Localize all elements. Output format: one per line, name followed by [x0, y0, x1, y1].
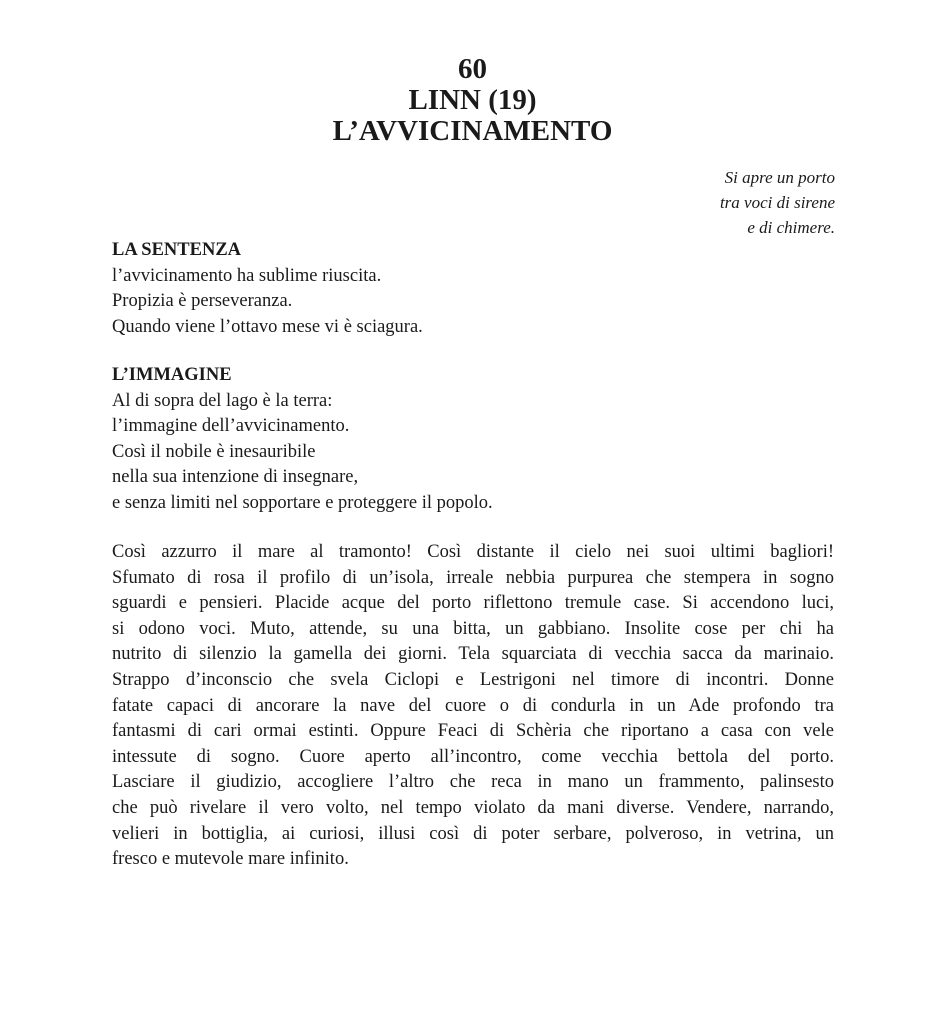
epigraph	[720, 165, 835, 240]
prose-paragraph	[112, 540, 834, 873]
prose-line: Così azzurro il mare al tramonto! Così distante il cielo nei suoi ultimi bagliori!	[112, 542, 834, 562]
prose-line: fantasmi di cari ormai estinti. Oppure Feaci di Schèria che riportano a casa con vele	[112, 721, 834, 742]
sentenza-section	[112, 238, 834, 340]
sentenza-line: Propizia è perseveranza.	[112, 291, 293, 311]
chapter-number: 60	[458, 53, 487, 85]
sentenza-line: Quando viene l’ottavo mese vi è sciagura.	[112, 316, 423, 337]
sentenza-heading: LA SENTENZA	[112, 240, 242, 260]
prose-line: intessute di sogno. Cuore aperto all’incontro, come vecchia bettola del porto.	[112, 746, 834, 767]
prose-line: Sfumato di rosa il profilo di un’isola, irreale nebbia purpurea che stempera in sogno	[112, 567, 834, 588]
epigraph-line: tra voci di sirene	[719, 193, 835, 212]
immagine-line: nella sua intenzione di insegnare,	[112, 467, 359, 487]
prose-line: nutrito di silenzio la gamella dei giorni. Tela squarciata di vecchia sacca da marinaio.	[112, 644, 834, 665]
immagine-line: e senza limiti nel sopportare e proteggere il popolo.	[112, 492, 493, 513]
immagine-heading: L’IMMAGINE	[112, 365, 232, 385]
prose-line: Strappo d’inconscio che svela Ciclopi e Lestrigoni nel timore di incontri. Donne	[112, 669, 834, 690]
title-block	[0, 54, 945, 147]
prose-line: velieri in bottiglia, ai curiosi, illusi così di poter serbare, polveroso, in vetrina, un	[112, 823, 834, 844]
epigraph-line: e di chimere.	[747, 218, 835, 237]
hexagram-name: LINN (19)	[408, 84, 537, 116]
prose-line: Lasciare il giudizio, accogliere l’altro che reca in mano un frammento, palinsesto	[112, 772, 834, 793]
prose-line: si odono voci. Muto, attende, su una bitta, un gabbiano. Insolite cose per chi ha	[112, 618, 834, 639]
prose-line: fresco e mutevole mare infinito.	[112, 849, 349, 870]
prose-line: sguardi e pensieri. Placide acque del porto riflettono tremule case. Si accendono luci,	[112, 593, 834, 614]
sentenza-line: l’avvicinamento ha sublime riuscita.	[112, 265, 382, 286]
page-title: L’AVVICINAMENTO	[332, 115, 613, 147]
immagine-section	[112, 363, 834, 516]
immagine-line: Così il nobile è inesauribile	[112, 441, 316, 462]
prose-line: che può rivelare il vero volto, nel tempo violato da mani diverse. Vendere, narrando,	[112, 797, 834, 818]
immagine-line: l’immagine dell’avvicinamento.	[112, 416, 350, 436]
immagine-line: Al di sopra del lago è la terra:	[112, 390, 333, 411]
prose-line: fatate capaci di ancorare la nave del cuore o di condurla in un Ade profondo tra	[112, 695, 834, 716]
epigraph-line: Si apre un porto	[724, 168, 835, 187]
